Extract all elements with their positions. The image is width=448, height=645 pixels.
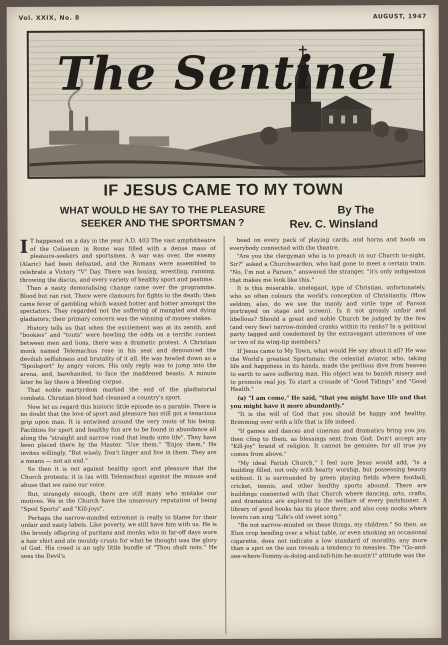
right-paragraph-4: If Jesus came to My Town, what would He say about it all? He was the World's greatest Sportsman; the celestial aviator, who, taking life and happiness in its hands, made the perilous dive from heaven to earth to save suffering man. His object was to banish misery and to promote real joy. To start a crusade of "Good Tidings" and "Good Health." [230,347,427,394]
left-paragraph-3: History tells us that when the excitement was at its zenith, and "bookies" and "touts" were howling the odds on a terrific contest between men and lions, there was a dramatic protest. A Christian monk named Telemachus rose in his seat and denounced the devilish selfishness and brutality of it all. He was howled down as a "Spoilsport" by angry voices. His only reply was to jump into the arena, and, barehanded, to face the maddened beasts. A minute later he lay there a bleeding corpse. [20,324,217,386]
right-paragraph-1: head on every pack of playing cards, and horns and hoofs on everybody connected with the theatre. [229,237,426,252]
left-paragraph-1: I T happened on a day in the year A.D. 403 The vast amphitheatre of the Coliseum in Rome was filled with a dense mass of pleasure-seekers and sportsmen. A war was over, the enemy (Alaric) had been defeated, and the Romans were assembled to celebrate a Victory "V" Day. There was boxing, wrestling, running, throwing the discus, and every variety of healthy sport and pastime. [19,236,216,284]
right-paragraph-5: (a) "I am come," He said, "that you might have life and that you might have it more abundantly." [230,395,427,410]
left-paragraph-8: Perhaps the narrow-minded extremist is really to blame for their unfair and nasty labels. Like poverty, we still have him with us. He is the broody offspring of puritans and monks who in far-off days wore a hair shirt and ate mouldy crusts for what he thought was the glory of God. His creed is an ugly little bundle of "Thou shalt nots." He sees the Devil's [20,514,217,561]
right-paragraph-9: "Be not narrow-minded on these things, my children." So then, an Elon crop bending over a whist table, or even smoking an occasional cigarette, does not indicate a low standard of morality, any more than a spot on the sun reveals a tendency to measles. The "Go-and-see-where-Tommy-is-doing-and-tell-him-he-mustn't" attitude was the [230,522,428,561]
issue-volume: Vol. XXIX, No. 8 [18,14,80,22]
byline-line-1: By The [337,204,375,217]
article-headline: IF JESUS CAME TO MY TOWN [103,181,344,200]
article-subhead [57,204,267,231]
column-divider [224,236,227,634]
issue-date: AUGUST, 1947 [372,13,427,21]
left-paragraph-7: But, strangely enough, there are still many who mistake our motives. We in the Church have the unsavoury reputation of being "Spoil Sports" and "Kill-joys". [20,490,217,513]
byline-author: Rev. C. Winsland [289,218,378,231]
right-paragraph-7: "If games and dances and cinemas and dramatics bring you joy, then cling to them, as blessings sent from God. Don't accept any "Kill-joy" brand of religion. It cannot be genuine; for all true joy comes from above." [230,427,427,458]
article-byline [289,203,419,232]
right-paragraph-3: It is this miserable, unelegant, type of Christian, unfortunately, who so often colours the world's conception of Christianity. (How seldom, also, do we see the manly and virile type of Parson portrayed on stage and screen). Is it not grossly unfair and libellous? Should a great and noble Church be judged by the few (and very few) narrow-minded cranks within its ranks? In a political party tagged and condemned by the extravagant utterances of one or two of its wing-tip members? [229,285,427,347]
right-paragraph-8: "My ideal Parish Church," I feel sure Jesus would add, "is a building filled, not only with hearty worship, but possessing beauty without. It is surrounded by green playing fields where football, cricket, tennis, and other healthy sports abound. There are buildings connected with that Church where dancing, arts, crafts, and dramatics are explored to the welfare of every parishioner. A library of good books has its place there, and also cosy nooks where lovers can sing "Life's old sweet song." [230,459,427,521]
left-paragraph-2: Then a nasty demoralising change came over the programme. Blood but ran riot. There were clamours for fights to the death; then came fever of gambling which waxed hotter and hotter amongst the spectators. They regarded not the suffering of mangled and dying gladiators; their primary concern was the winning of money stakes. [19,285,216,323]
issue-line [18,13,427,22]
masthead-title: The Sentinel [56,45,397,101]
subhead-line-1: WHAT WOULD HE SAY TO THE PLEASURE [59,204,266,217]
article-column-left [20,238,217,563]
magazine-page [7,5,442,640]
masthead [27,29,426,179]
right-paragraph-6: "It is the will of God that you should be happy and healthy. Brimming over with a life that is life indeed. [230,411,427,427]
right-paragraph-2: "Are you the clergyman who is to preach in our Church to-night, Sir?" asked a Churchwarden, who had gone to meet a certain train. "No, I'm not a Parson," answered the stranger, "it's only indigestion that makes me look like this." [229,253,426,284]
left-paragraph-4: That noble martyrdom marked the end of the gladiatorial combats. Christian blood had cleansed a country's sport. [20,387,217,402]
article-column-right [230,237,427,563]
subhead-line-2: SEEKER AND THE SPORTSMAN ? [80,217,245,230]
left-paragraph-6: So then it is not against healthy sport and pleasure that the Church protests; it is (as with Telemachus) against the misuse and abuse that we raise our voice. [20,466,217,489]
drop-cap: I [19,236,29,258]
left-paragraph-5: Now let us regard this historic little episode as a parable. There is no doubt that the love of sport and pleasure has still got a tenacious grip upon man. It is entwined around the very roots of his being. Facilities for sport and healthy fun are to be found in abundance all along the "straight and narrow road that leads unto life". They have been placed there by the Master. "Use them," "Enjoy them," He invites willingly. "But wisely. Don't linger and live in them. They are a means — not an end." [20,403,217,465]
